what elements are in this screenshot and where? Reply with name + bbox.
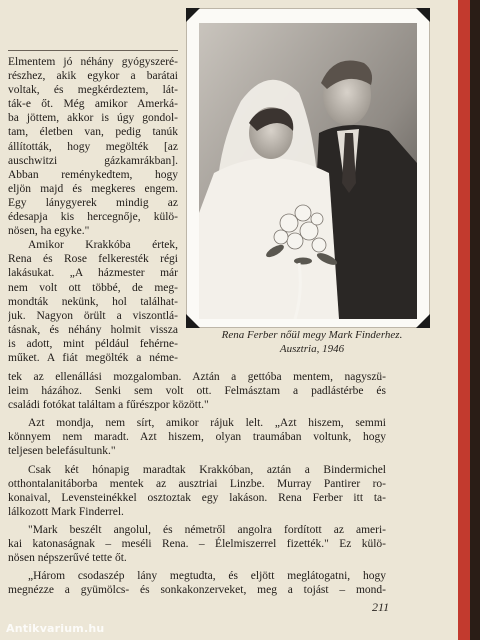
wedding-photo bbox=[199, 23, 417, 319]
text-line: nösen népszerűvé tette őt. bbox=[8, 552, 127, 565]
text-line: könnyem nem maradt. Azt hiszem, olyan traumában voltunk, hogy bbox=[8, 431, 386, 444]
caption-line: Rena Ferber nőül megy Mark Finderhez. bbox=[221, 329, 403, 341]
text-column-narrow bbox=[8, 55, 178, 365]
text-line: ba jöttem, akkor is úgy gondol- bbox=[8, 112, 178, 125]
text-line: mondták nekünk, hol találhat- bbox=[8, 295, 178, 308]
text-line: eljön majd és megkeres engem. bbox=[8, 182, 178, 195]
caption-line: Ausztria, 1946 bbox=[279, 343, 345, 355]
text-line: „Három csodaszép lány megtudta, és eljött meglátogatni, hogy bbox=[28, 570, 386, 583]
text-line: auschwitzi gázkamrákban]. bbox=[8, 154, 178, 167]
page-number: 211 bbox=[372, 600, 390, 614]
text-line: kai katonaságnak – meséli Rena. – Élelmiszerrel fizették." Ez külö- bbox=[8, 538, 386, 551]
text-line: tam, életben van, pedig tanúk bbox=[8, 126, 178, 139]
text-line: tásnak, és néhány holmit vissza bbox=[8, 323, 178, 336]
text-line: részhez, akik egykor a barátai bbox=[8, 70, 178, 83]
photo-caption bbox=[182, 328, 442, 356]
text-line: nem volt ott többé, de meg- bbox=[8, 281, 178, 294]
text-line: Elmentem jó néhány gyógyszeré- bbox=[8, 56, 178, 68]
text-line: leim házához. Senki sem volt ott. Felmásztam a padlástérbe és bbox=[8, 385, 386, 398]
text-line: családi fotókat találtam a fűrészpor között." bbox=[8, 399, 209, 412]
text-line: Abban reménykedtem, hogy bbox=[8, 168, 178, 181]
photo-corner-mount bbox=[416, 8, 430, 22]
background-edge bbox=[470, 0, 480, 640]
text-line: juk. Nagyon örült a viszontlá- bbox=[8, 309, 178, 322]
text-line: nösen, ha egyke." bbox=[8, 225, 90, 238]
watermark-text: Antikvarium.hu bbox=[6, 622, 105, 635]
column-top-rule bbox=[8, 50, 178, 51]
text-block-wide bbox=[8, 370, 386, 597]
text-line: Egy lánygyerek mindig az bbox=[8, 196, 178, 209]
text-line: műket. A fiát megölték a néme- bbox=[8, 351, 178, 364]
photo-corner-mount bbox=[186, 8, 200, 22]
text-line: állították, hogy megölték [az bbox=[8, 140, 178, 153]
photo-frame bbox=[186, 8, 430, 328]
photo-corner-mount bbox=[186, 314, 200, 328]
text-line: megnézze a gyümölcs- és sonkakonzerveket, meg a tojást – mond- bbox=[8, 584, 386, 597]
text-line: voltak, és megkérdeztem, lát- bbox=[8, 84, 178, 97]
text-line: Amikor Krakkóba értek, bbox=[28, 239, 178, 252]
text-line: édesapja kis hercegnője, külö- bbox=[8, 211, 178, 224]
text-line: Csak két hónapig maradtak Krakkóban, aztán a Bindermichel bbox=[28, 463, 386, 476]
text-line: Rena és Rose felkeresték régi bbox=[8, 253, 178, 266]
book-spine-edge bbox=[458, 0, 470, 640]
text-line: "Mark beszélt angolul, és németről angolra fordított az ameri- bbox=[28, 523, 386, 536]
photo-corner-mount bbox=[416, 314, 430, 328]
text-line: is adott, mint például fehérne- bbox=[8, 337, 178, 350]
text-line: konaival, Levensteinékkel osztoztak egy lakáson. Rena Ferber itt ta- bbox=[8, 491, 386, 504]
text-line: otthontalanitáborba mentek az ausztriai Linzbe. Murray Pantirer ro- bbox=[8, 477, 386, 490]
text-line: teljesen belefásultunk." bbox=[8, 445, 116, 458]
text-line: lakásukat. „A házmester már bbox=[8, 267, 178, 280]
text-line: tek az ellenállási mozgalomban. Aztán a gettóba mentem, nagyszü- bbox=[8, 371, 386, 383]
text-line: lálkozott Mark Finderrel. bbox=[8, 505, 124, 518]
text-line: ták-e őt. Még amikor Amerká- bbox=[8, 98, 178, 111]
text-line: Azt mondja, nem sírt, amikor rájuk lelt. „Azt hiszem, semmi bbox=[28, 417, 386, 430]
